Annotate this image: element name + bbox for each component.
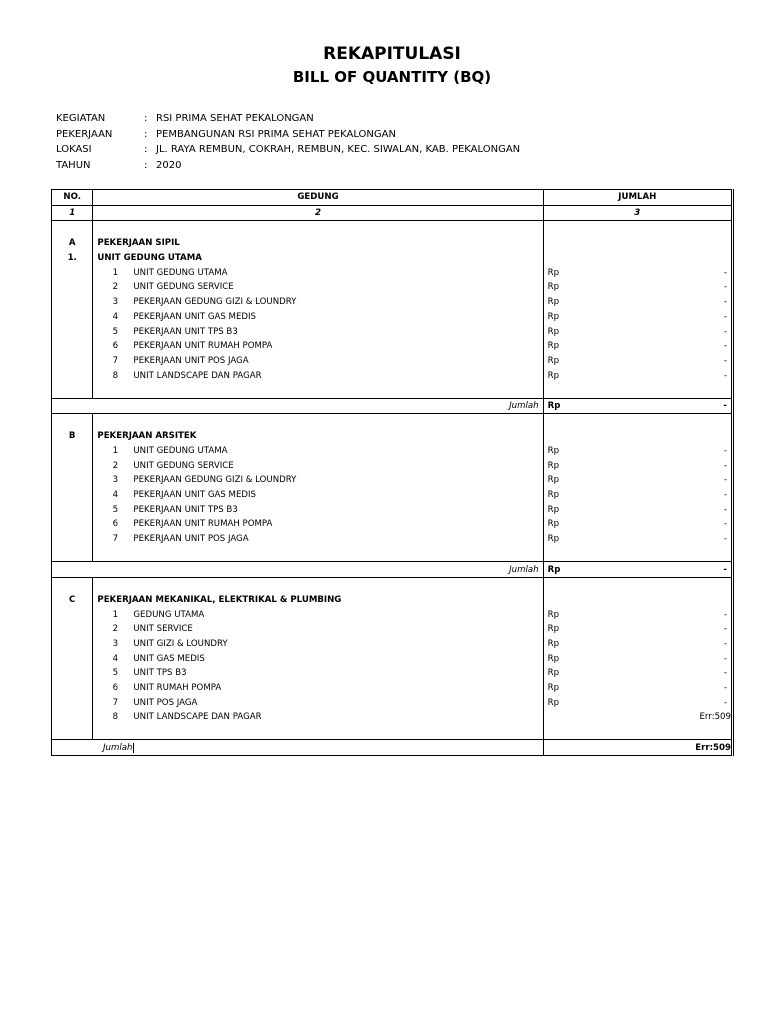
spacer-cell [543,414,732,429]
currency-label: Rp [547,490,560,501]
item-number: 7 [112,355,119,366]
amount-value: - [723,564,727,575]
amount-cell [543,295,732,310]
subsection-title: UNIT GEDUNG UTAMA [93,251,543,266]
table-row [52,473,733,488]
item-cell [52,280,93,295]
subtotal-cell [52,562,544,578]
amount [548,356,727,366]
info-row-lokasi [56,142,520,158]
item-name: PEKERJAAN GEDUNG GIZI & LOUNDRY [133,475,297,486]
info-colon: : [144,144,148,155]
item-name-cell [93,681,543,696]
spacer-cell [93,414,543,429]
item-name-cell [93,444,543,459]
amount-cell [543,324,732,339]
amount [548,461,727,471]
currency-label: Rp [547,460,560,471]
amount-value: - [723,683,727,694]
spacer-row [52,547,733,562]
currency-label: Rp [547,534,560,545]
table-row [52,681,733,696]
currency-label: Rp [547,311,560,322]
spacer-cell [543,725,732,740]
item-name: PEKERJAAN UNIT GAS MEDIS [133,311,256,322]
subtotal-label: Jumlah [509,400,539,411]
item-number: 6 [112,519,119,530]
info-colon: : [144,113,148,124]
amount [548,654,727,664]
amount-cell [543,710,732,725]
table-row [52,444,733,459]
item-name: UNIT TPS B3 [133,668,187,679]
section-header-row [52,236,733,251]
amount [548,698,727,708]
item-name: PEKERJAAN UNIT TPS B3 [133,326,238,337]
currency-label: Rp [547,370,560,381]
amount-cell [543,607,732,622]
item-name-cell [93,488,543,503]
currency-label: Rp [547,609,560,620]
table-row [52,295,733,310]
spacer-cell [52,221,93,236]
subtotal-label: Jumlah [509,564,539,575]
table-row [52,695,733,710]
item-number: 4 [112,490,119,501]
amount-value: - [723,460,727,471]
info-value: RSI PRIMA SEHAT PEKALONGAN [156,113,314,124]
item-number: 6 [112,683,119,694]
item-number: 7 [112,534,119,545]
amount-value: - [723,341,727,352]
spacer-cell [93,547,543,562]
spacer-row [52,577,733,592]
info-label: LOKASI [56,144,92,155]
item-name-cell [93,622,543,637]
table-row [52,265,733,280]
item-name-cell [93,368,543,383]
currency-label: Rp [547,355,560,366]
item-name-cell [93,280,543,295]
project-info [56,111,520,173]
amount-value: - [723,638,727,649]
item-name-cell [93,473,543,488]
empty-cell [543,251,732,266]
spacer-cell [52,383,93,398]
item-name-cell [93,517,543,532]
spacer-cell [52,547,93,562]
amount [548,282,727,292]
amount [548,327,727,337]
amount-cell [543,562,732,578]
item-number: 3 [112,638,119,649]
amount [548,683,727,693]
item-name: UNIT GIZI & LOUNDRY [133,638,228,649]
table-row [52,339,733,354]
item-cell [52,637,93,652]
currency-label: Rp [547,683,560,694]
header-gedung: GEDUNG [93,190,543,206]
subsection-row [52,251,733,266]
item-number: 5 [112,326,119,337]
currency-label: Rp [547,564,561,575]
amount-cell [543,265,732,280]
amount-cell [543,740,732,756]
section-header-row [52,593,733,608]
section-letter: C [52,593,93,608]
amount [548,610,727,620]
amount-cell [543,532,732,547]
section-title: PEKERJAAN MEKANIKAL, ELEKTRIKAL & PLUMBING [93,593,543,608]
empty-cell [543,236,732,251]
item-name: PEKERJAAN UNIT POS JAGA [133,355,249,366]
amount-cell [543,651,732,666]
item-name-cell [93,666,543,681]
empty-cell [543,429,732,444]
item-number: 5 [112,504,119,515]
table-row [52,637,733,652]
amount-value: - [723,668,727,679]
amount-value: - [723,475,727,486]
amount [548,490,727,500]
item-cell [52,368,93,383]
currency-label: Rp [547,267,560,278]
amount [548,565,727,575]
spacer-row [52,221,733,236]
info-value: 2020 [156,159,182,171]
table-row [52,502,733,517]
currency-label: Rp [547,624,560,635]
item-cell [52,339,93,354]
info-colon: : [144,128,148,140]
item-name: UNIT GEDUNG UTAMA [133,267,228,278]
amount-value: - [723,609,727,620]
table-row [52,354,733,369]
section-letter: B [52,429,93,444]
currency-label: Rp [547,400,561,411]
info-label: KEGIATAN [56,113,106,124]
currency-label: Rp [547,475,560,486]
spacer-cell [52,414,93,429]
amount [548,268,727,278]
amount-cell [543,488,732,503]
item-cell [52,444,93,459]
error-value: Err:509 [695,742,731,753]
item-cell [52,310,93,325]
currency-label: Rp [547,282,560,293]
subtotal-row [52,398,733,414]
item-cell [52,651,93,666]
spacer-row [52,414,733,429]
amount-value: - [723,282,727,293]
amount [548,668,727,678]
section-header-row [52,429,733,444]
amount [548,312,727,322]
amount-value: - [723,355,727,366]
currency-label: Rp [547,297,560,308]
table-row [52,368,733,383]
item-name: PEKERJAAN UNIT RUMAH POMPA [133,519,273,530]
amount [548,401,727,411]
item-cell [52,488,93,503]
page-title: REKAPITULASI [323,44,461,64]
item-name: UNIT GAS MEDIS [133,653,205,664]
item-name-cell [93,637,543,652]
amount [548,519,727,529]
amount-cell [543,695,732,710]
item-name-cell [93,458,543,473]
item-name-cell [93,295,543,310]
item-name-cell [93,502,543,517]
currency-label: Rp [547,504,560,515]
table-row [52,622,733,637]
item-number: 1 [112,267,119,278]
info-row-pekerjaan [56,127,520,143]
table-row [52,458,733,473]
section-letter: A [52,236,93,251]
spacer-row [52,383,733,398]
amount-value: - [723,490,727,501]
info-value: PEMBANGUNAN RSI PRIMA SEHAT PEKALONGAN [156,128,396,140]
header-no: NO. [52,190,93,206]
info-value: JL. RAYA REMBUN, COKRAH, REMBUN, KEC. SIWALAN, KAB. PEKALONGAN [156,144,521,155]
item-name: UNIT POS JAGA [133,697,198,708]
item-number: 2 [112,460,119,471]
item-number: 2 [112,282,119,293]
item-cell [52,295,93,310]
amount-cell [543,637,732,652]
table-row [52,532,733,547]
item-number: 5 [112,668,119,679]
amount [548,505,727,515]
subtotal-cell [52,398,544,414]
spacer-row [52,725,733,740]
item-name: PEKERJAAN UNIT TPS B3 [133,504,238,515]
amount-cell [543,368,732,383]
item-number: 8 [112,712,119,723]
bq-table [51,189,734,756]
item-name: UNIT SERVICE [133,624,193,635]
amount-value: - [723,297,727,308]
item-name-cell [93,265,543,280]
info-row-tahun [56,158,520,174]
amount [548,475,727,485]
amount-cell [543,666,732,681]
spacer-cell [52,725,93,740]
table-header-row [52,190,733,206]
amount [548,624,727,634]
currency-label: Rp [547,519,560,530]
item-cell [52,354,93,369]
table-row [52,488,733,503]
currency-label: Rp [547,638,560,649]
item-cell [52,473,93,488]
item-name: GEDUNG UTAMA [133,609,205,620]
column-number: 3 [543,205,732,221]
spacer-cell [93,383,543,398]
item-cell [52,517,93,532]
amount-value: - [723,311,727,322]
page-subtitle: BILL OF QUANTITY (BQ) [292,68,492,86]
amount-cell [543,354,732,369]
amount-value: - [723,400,727,411]
amount-value: - [723,326,727,337]
amount [548,341,727,351]
info-row-kegiatan [56,111,520,127]
spacer-cell [52,577,93,592]
item-cell [52,710,93,725]
item-name: PEKERJAAN UNIT RUMAH POMPA [133,341,273,352]
table-row [52,666,733,681]
amount-cell [543,280,732,295]
item-cell [52,502,93,517]
item-number: 7 [112,697,119,708]
table-row [52,607,733,622]
spacer-cell [93,577,543,592]
amount-value: - [723,519,727,530]
section-title: PEKERJAAN SIPIL [93,236,543,251]
item-cell [52,265,93,280]
section-title: PEKERJAAN ARSITEK [93,429,543,444]
amount-value: - [723,370,727,381]
subtotal-row [52,740,733,756]
item-name-cell [93,310,543,325]
item-cell [52,324,93,339]
table-row [52,310,733,325]
currency-label: Rp [547,341,560,352]
item-name: UNIT GEDUNG UTAMA [133,446,228,457]
info-label: TAHUN [56,159,91,171]
amount-cell [543,473,732,488]
amount-cell [543,517,732,532]
amount-value: - [723,697,727,708]
currency-label: Rp [547,326,560,337]
table-row [52,324,733,339]
item-name-cell [93,695,543,710]
amount [548,534,727,544]
spacer-cell [543,577,732,592]
info-label: PEKERJAAN [56,128,113,140]
subtotal-cell [52,740,544,756]
amount [548,639,727,649]
currency-label: Rp [547,446,560,457]
item-number: 4 [112,311,119,322]
subtotal-label: Jumlah [51,743,134,753]
column-number: 1 [52,205,93,221]
item-cell [52,532,93,547]
amount-cell [543,622,732,637]
amount-cell [543,398,732,414]
amount-cell [543,458,732,473]
item-number: 3 [112,475,119,486]
amount-value: - [723,446,727,457]
item-name: PEKERJAAN UNIT POS JAGA [133,534,249,545]
amount-cell [543,502,732,517]
item-number: 1 [112,609,119,620]
item-name: UNIT GEDUNG SERVICE [133,282,234,293]
empty-cell [543,593,732,608]
column-number: 2 [93,205,543,221]
amount-cell [543,339,732,354]
amount [548,297,727,307]
subtotal-row [52,562,733,578]
item-cell [52,695,93,710]
column-number-row [52,205,733,221]
item-name-cell [93,607,543,622]
amount-value: - [723,534,727,545]
currency-label: Rp [547,668,560,679]
item-cell [52,681,93,696]
item-name-cell [93,710,543,725]
table-row [52,517,733,532]
subtotal-box [52,743,543,753]
error-value: Err:509 [699,712,731,723]
currency-label: Rp [547,653,560,664]
item-number: 1 [112,446,119,457]
spacer-cell [543,383,732,398]
spacer-cell [543,221,732,236]
item-name-cell [93,324,543,339]
item-name: UNIT RUMAH POMPA [133,683,222,694]
item-number: 8 [112,370,119,381]
table-row [52,280,733,295]
item-number: 2 [112,624,119,635]
spacer-cell [543,547,732,562]
amount [548,446,727,456]
spacer-cell [93,221,543,236]
item-cell [52,458,93,473]
item-name: UNIT LANDSCAPE DAN PAGAR [133,712,262,723]
spacer-cell [93,725,543,740]
table-row [52,710,733,725]
amount-value: - [723,653,727,664]
item-cell [52,666,93,681]
item-name-cell [93,532,543,547]
amount-cell [543,310,732,325]
info-colon: : [144,159,148,171]
item-name: PEKERJAAN GEDUNG GIZI & LOUNDRY [133,297,297,308]
amount-value: - [723,267,727,278]
item-name: PEKERJAAN UNIT GAS MEDIS [133,490,256,501]
amount-cell [543,444,732,459]
item-number: 3 [112,297,119,308]
item-name-cell [93,354,543,369]
item-number: 6 [112,341,119,352]
item-name-cell [93,651,543,666]
item-name: UNIT GEDUNG SERVICE [133,460,234,471]
amount-cell [543,681,732,696]
header-jumlah: JUMLAH [543,190,732,206]
item-number: 4 [112,653,119,664]
item-name-cell [93,339,543,354]
amount [548,371,727,381]
item-cell [52,607,93,622]
amount-value: - [723,504,727,515]
currency-label: Rp [547,697,560,708]
item-name: UNIT LANDSCAPE DAN PAGAR [133,370,262,381]
subsection-number: 1. [52,251,93,266]
table-row [52,651,733,666]
amount-value: - [723,624,727,635]
item-cell [52,622,93,637]
